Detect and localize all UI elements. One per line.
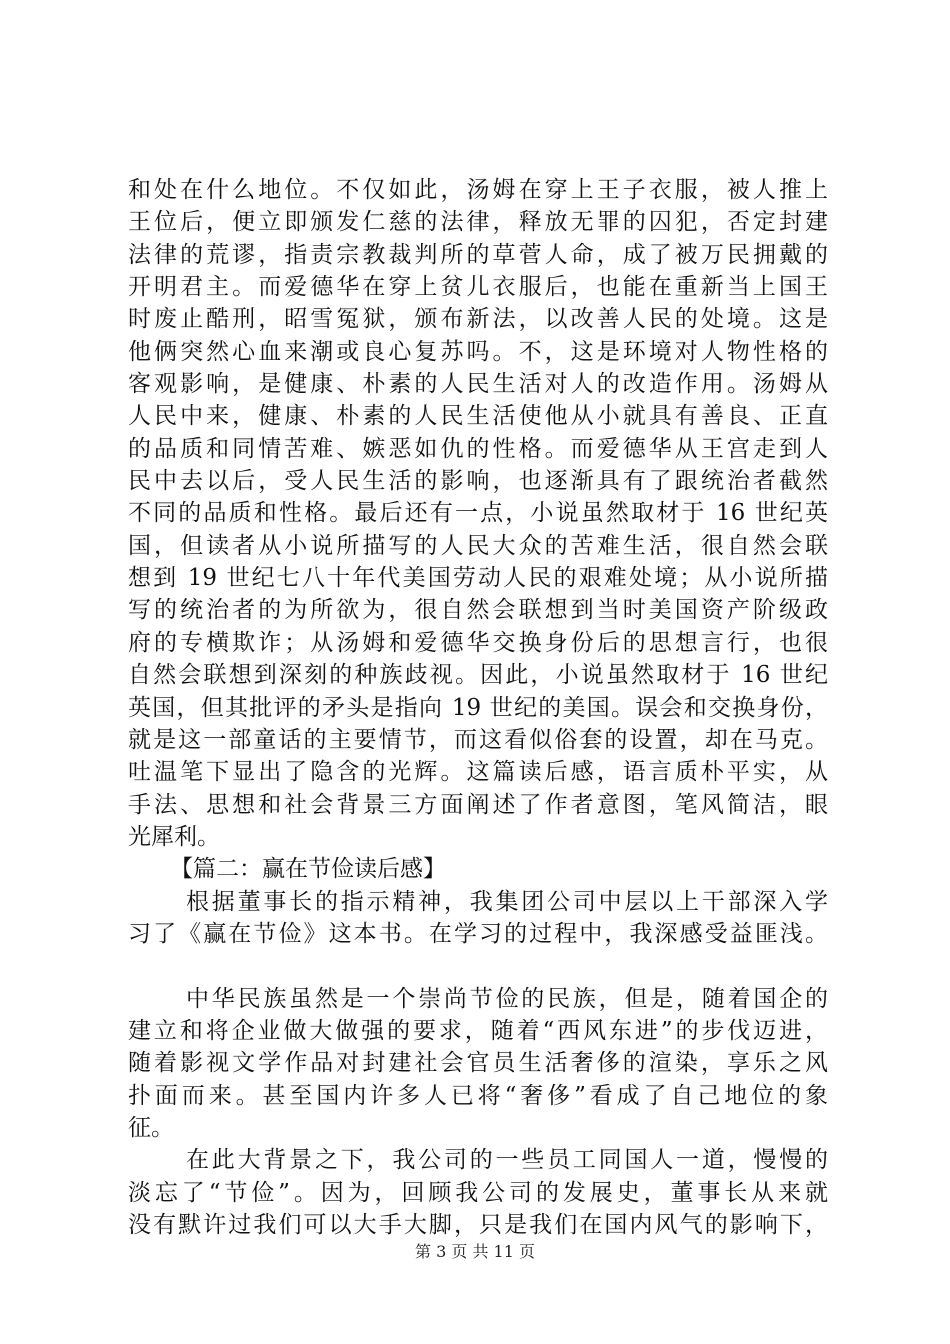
text-line: 客观影响，是健康、朴素的人民生活对人的改造作用。汤姆从 (128, 371, 828, 398)
text-line: 根据董事长的指示精神，我集团公司中层以上干部深入学 (186, 888, 828, 915)
text-line: 时废止酷刑，昭雪冤狱，颁布新法，以改善人民的处境。这是 (128, 306, 828, 333)
text-line: 习了《赢在节俭》这本书。在学习的过程中，我深感受益匪浅。 (128, 920, 828, 947)
document-body (128, 174, 828, 1241)
paragraph-spacer (128, 950, 828, 982)
text-line: 人民中来，健康、朴素的人民生活使他从小就具有善良、正直 (128, 403, 828, 430)
text-line: 在此大背景之下，我公司的一些员工同国人一道，慢慢的 (186, 1147, 828, 1174)
text-line: 法律的荒谬，指责宗教裁判所的草菅人命，成了被万民拥戴的 (128, 241, 828, 268)
text-line: 自然会联想到深刻的种族歧视。因此，小说虽然取材于 16 世纪 (128, 662, 828, 689)
text-line: 建立和将企业做大做强的要求，随着“西风东进”的步伐迈进， (128, 1017, 828, 1044)
text-line: 和处在什么地位。不仅如此，汤姆在穿上王子衣服，被人推上 (128, 177, 828, 203)
text-line: 没有默许过我们可以大手大脚，只是我们在国内风气的影响下， (128, 1212, 828, 1238)
text-line: 淡忘了“节俭”。因为，回顾我公司的发展史，董事长从来就 (128, 1179, 828, 1206)
page-number: 第 3 页 共 11 页 (415, 1242, 535, 1261)
text-line: 就是这一部童话的主要情节，而这看似俗套的设置，却在马克。 (128, 726, 828, 753)
text-line: 手法、思想和社会背景三方面阐述了作者意图，笔风简洁，眼 (128, 791, 828, 818)
text-line: 写的统治者的为所欲为，很自然会联想到当时美国资产阶级政 (128, 597, 828, 624)
text-line: 光犀利。 (128, 823, 220, 850)
text-line: 的品质和同情苦难、嫉恶如仇的性格。而爱德华从王宫走到人 (128, 435, 828, 462)
text-line: 想到 19 世纪七八十年代美国劳动人民的艰难处境；从小说所描 (128, 565, 828, 592)
text-line: 征。 (128, 1114, 174, 1141)
text-line: 不同的品质和性格。最后还有一点，小说虽然取材于 16 世纪英 (128, 500, 828, 527)
text-line: 国，但读者从小说所描写的人民大众的苦难生活，很自然会联 (128, 532, 828, 559)
text-line: 他俩突然心血来潮或良心复苏吗。不，这是环境对人物性格的 (128, 338, 828, 365)
text-line: 扑面而来。甚至国内许多人已将“奢侈”看成了自己地位的象 (128, 1082, 828, 1109)
text-line: 府的专横欺诈；从汤姆和爱德华交换身份后的思想言行，也很 (128, 629, 828, 656)
text-line: 吐温笔下显出了隐含的光辉。这篇读后感，语言质朴平实，从 (128, 759, 828, 786)
text-line: 英国，但其批评的矛头是指向 19 世纪的美国。误会和交换身份， (128, 694, 828, 721)
text-line: 开明君主。而爱德华在穿上贫儿衣服后，也能在重新当上国王 (128, 274, 828, 301)
text-line: 随着影视文学作品对封建社会官员生活奢侈的渲染，享乐之风 (128, 1050, 828, 1077)
text-line: 民中去以后，受人民生活的影响，也逐渐具有了跟统治者截然 (128, 468, 828, 495)
text-line: 中华民族虽然是一个崇尚节俭的民族，但是，随着国企的 (186, 985, 828, 1012)
text-line: 王位后，便立即颁发仁慈的法律，释放无罪的囚犯，否定封建 (128, 209, 828, 236)
section-title: 【篇二：赢在节俭读后感】 (170, 856, 446, 883)
